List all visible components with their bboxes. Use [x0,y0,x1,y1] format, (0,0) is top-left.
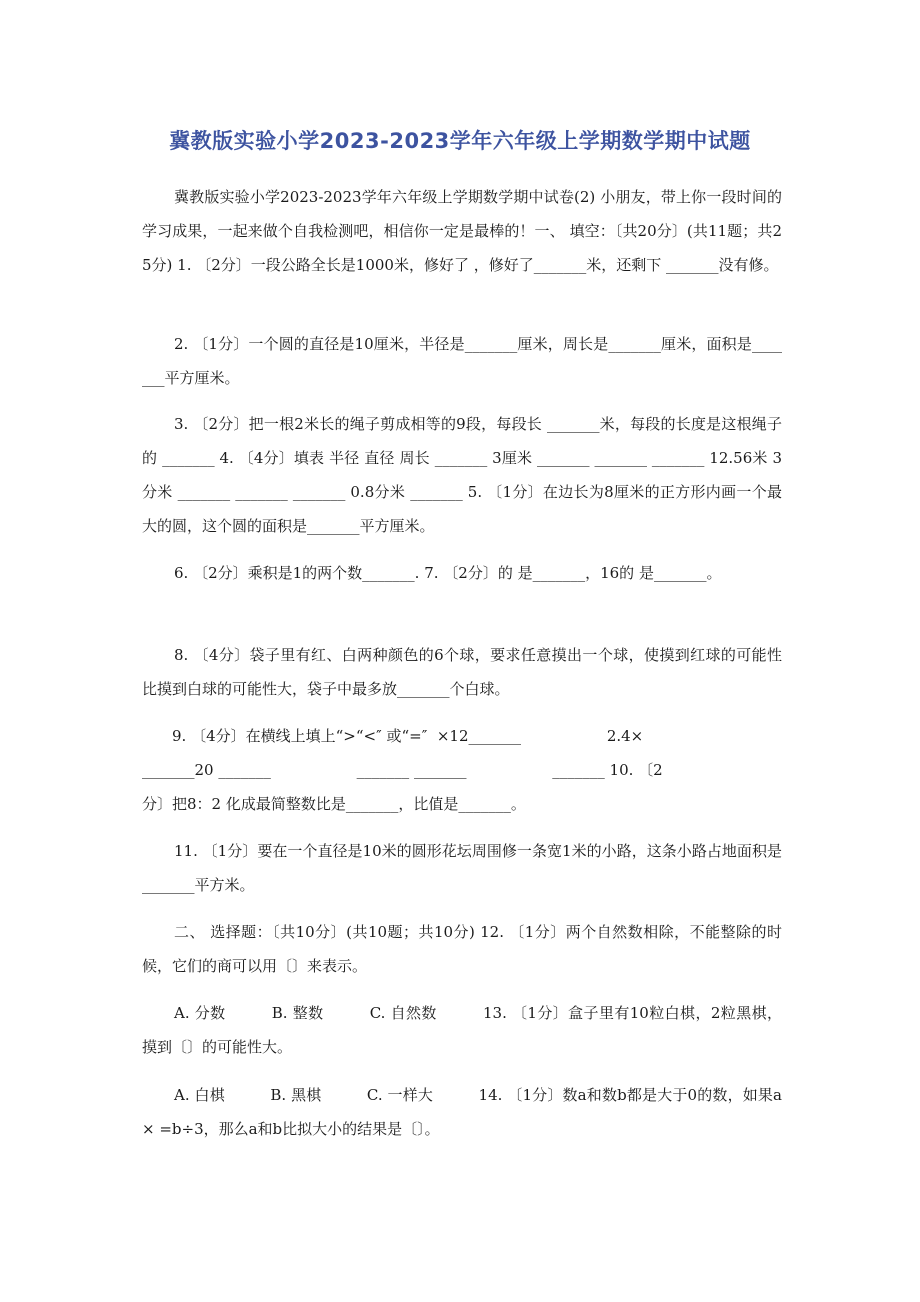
paragraph-q11: 11. 〔1分〕要在一个直径是10米的圆形花坛周围修一条宽1米的小路，这条小路占地面积是_______平方米。 [142,842,782,894]
paragraph-q9-line-3: 分〕把8：2 化成最简整数比是_______，比值是_______。 [142,795,526,813]
paragraph-q9-line-1: 9. 〔4分〕在横线上填上“>“<″ 或“=″ ×12_______ 2.4× [142,727,644,745]
document-title: 冀教版实验小学2023-2023学年六年级上学期数学期中试题 [169,129,751,153]
paragraph-section2-q12: 二、 选择题：〔共10分〕(共10题；共10分) 12. 〔1分〕两个自然数相除，不能整除的时候，它们的商可以用〔〕来表示。 [142,923,782,975]
paragraph-q6-q7: 6. 〔2分〕乘积是1的两个数_______. 7. 〔2分〕的 是_______，16的 是_______。 [174,564,722,582]
paragraph-intro-q1: 冀教版实验小学2023-2023学年六年级上学期数学期中试卷(2) 小朋友，带上你一段时间的学习成果，一起来做个自我检测吧，相信你一定是最棒的！一、 填空：〔共20分〕(共11题；共25分) 1. 〔2分〕一段公路全长是1000米，修好了 ，修好了_______米，还剩下 _______没有修。 [142,188,782,274]
paragraph-q9-line-2: _______20 _______ _______ _______ _______ 10. 〔2 [142,761,663,779]
paragraph-q8: 8. 〔4分〕袋子里有红、白两种颜色的6个球，要求任意摸出一个球，使摸到红球的可能性比摸到白球的可能性大，袋子中最多放_______个白球。 [142,646,782,698]
paragraph-q2: 2. 〔1分〕一个圆的直径是10厘米，半径是_______厘米，周长是_______厘米，面积是_______平方厘米。 [142,335,782,387]
paragraph-options-q13: A. 分数 B. 整数 C. 自然数 13. 〔1分〕盒子里有10粒白棋，2粒黑棋，摸到〔〕的可能性大。 [142,1004,782,1056]
paragraph-q3-q5: 3. 〔2分〕把一根2米长的绳子剪成相等的9段，每段长 _______米，每段的长度是这根绳子的 _______ 4. 〔4分〕填表 半径 直径 周长 _______ 3厘米 _______ _______ _______ 12.56米 3分米 _______ _______ _______ 0.8分米 _______ 5. 〔1分〕在边长为8厘米的正方形内画一个最大的圆，这个圆的面积是_______平方厘米。 [142,415,782,535]
paragraph-options-q14: A. 白棋 B. 黑棋 C. 一样大 14. 〔1分〕数a和数b都是大于0的数，如果a× =b÷3，那么a和b比拟大小的结果是〔〕。 [142,1086,782,1138]
